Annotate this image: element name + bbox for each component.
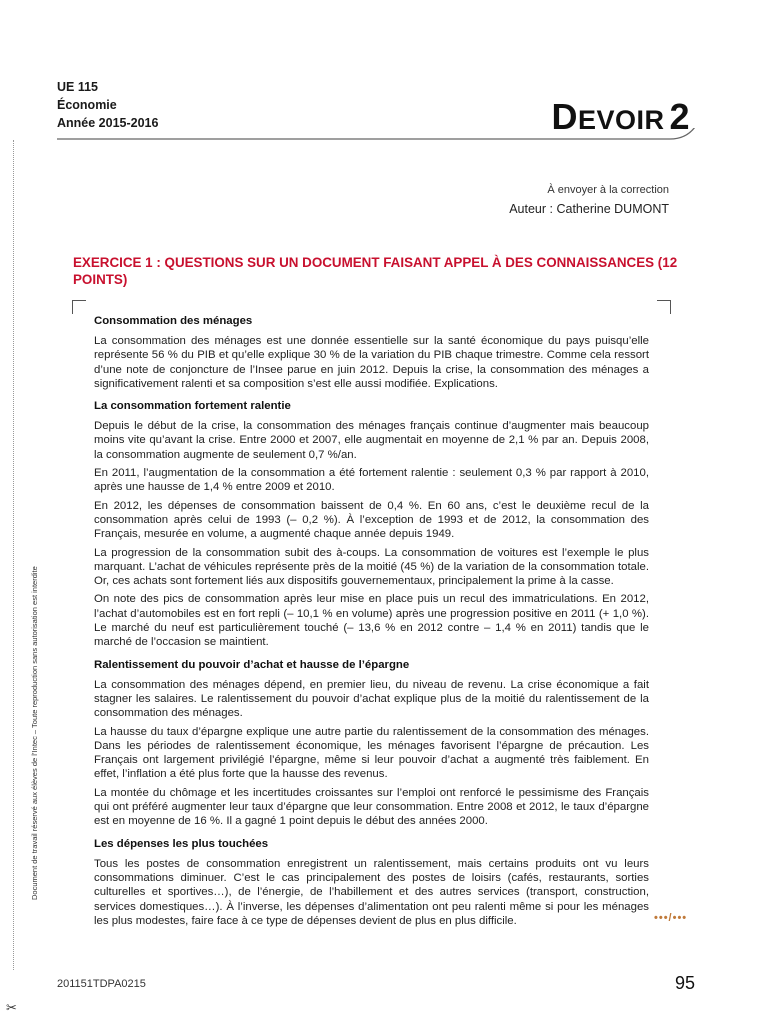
document-code: 201151TDPA0215	[57, 978, 146, 990]
section-heading: Consommation des ménages	[94, 315, 253, 327]
devoir-title-initial: D	[551, 96, 578, 137]
section-depenses-touchees	[94, 837, 649, 928]
paragraph: Depuis le début de la crise, la consommation des ménages français continue d’augmenter mais beaucoup moins vite qu’avant la crise. Entre 2000 et 2007, elle augmentait en moyenne de 2,1 % par an. Depuis 2008, la consommation augmente de seulement 0,7 %/an.	[94, 420, 649, 461]
paragraph: La montée du chômage et les incertitudes croissantes sur l’emploi ont renforcé le pessimisme des Français qui ont préféré augmenter leur taux d’épargne que leur consommation. Entre 2008 et 2012, le taux d’épargne est en moyenne de 16 %. Il a gagné 1 point depuis le début des années 2000.	[94, 786, 649, 828]
paragraph: La hausse du taux d’épargne explique une autre partie du ralentissement de la consommation des ménages. Dans les périodes de ralentissement économique, les ménages favorisent l’épargne de précaution. Les Français ont largement privilégié l’épargne, même si leur pouvoir d’achat a augmenté très faiblement. En effet, l’inflation a été plus forte que la hausse des revenus.	[94, 725, 649, 781]
section-heading: Ralentissement du pouvoir d’achat et hausse de l’épargne	[94, 658, 410, 671]
author-line: Auteur : Catherine DUMONT	[509, 202, 669, 216]
section-heading: La consommation fortement ralentie	[94, 400, 291, 413]
paragraph: La consommation des ménages dépend, en premier lieu, du niveau de revenu. La crise économique a fait stagner les salaires. Le ralentissement du pouvoir d’achat explique plus de la moitié du ralentissement de la consommation des ménages.	[94, 678, 649, 720]
paragraph: On note des pics de consommation après leur mise en place puis un recul des immatriculations. En 2012, l’achat d’automobiles est en fort repli (– 10,1 % en volume) après une progression positive en 2011 (+ 1,0 %). Le marché du neuf est particulièrement touché (– 13,6 % en 2012 contre – 1,4 % en 2011) tandis que le marché de l’occasion se maintient.	[94, 593, 649, 649]
cut-line	[13, 140, 14, 970]
paragraph: En 2012, les dépenses de consommation baissent de 0,4 %. En 60 ans, c’est le deuxième recul de la consommation après celui de 1993 (– 0,2 %). À l’exception de 1993 et de 2012, la consommation des Français, mesurée en volume, a augmenté chaque année depuis 1949.	[94, 499, 649, 541]
continue-mark: •••/•••	[654, 912, 688, 924]
paragraph: La progression de la consommation subit des à-coups. La consommation de voitures est l’exemple le plus marquant. L’achat de véhicules représente près de la moitié (45 %) de la variation de la consommation totale. Or, ces achats sont fortement liés aux dispositifs gouvernementaux, principalement la prime à la casse.	[94, 546, 649, 588]
paragraph: Tous les postes de consommation enregistrent un ralentissement, mais certains produits ont vu leurs consommations diminuer. C’est le cas principalement des postes de loisirs (cafés, restaurants, sorties culturelles et sportives…), de l’énergie, de l’habillement et des autres services (transport, construction, services domestiques…). À l’inverse, les dépenses d’alimentation ont peu ralenti même si pour les ménages les plus modestes, faire face à ce type de dépenses devient de plus en plus difficile.	[94, 857, 649, 927]
paragraph: La consommation des ménages est une donnée essentielle sur la santé économique du pays puisqu’elle représente 56 % du PIB et qu’elle explique 30 % de la variation du PIB chaque trimestre. Comme cela ressort d’une note de conjoncture de l’Insee parue en juin 2012. Depuis la crise, la consommation des ménages a significativement ralenti et sa composition s’est elle aussi modifiée. Explications.	[94, 335, 649, 390]
course-code: UE 115	[57, 80, 99, 94]
exercise-title: EXERCICE 1 : QUESTIONS SUR UN DOCUMENT FAISANT APPEL À DES CONNAISSANCES (12 POINTS)	[73, 255, 678, 287]
frame-corner-right	[657, 300, 671, 314]
paragraph: En 2011, l’augmentation de la consommation a été fortement ralentie : seulement 0,3 % par rapport à 2010, après une hausse de 1,4 % entre 2009 et 2010.	[94, 467, 649, 494]
scissors-icon: ✂	[6, 1000, 17, 1015]
course-year: Année 2015-2016	[57, 116, 159, 130]
section-consommation-ralentie	[94, 399, 649, 649]
course-subject: Économie	[57, 98, 117, 112]
page-number: 95	[674, 973, 695, 993]
submission-note: À envoyer à la correction	[547, 184, 669, 196]
copyright-notice: Document de travail réservé aux élèves de l’Intec – Toute reproduction sans autorisation est interdite	[30, 566, 39, 900]
frame-corner-left	[72, 300, 86, 314]
document-body	[94, 314, 649, 936]
title-underline-curve	[55, 128, 705, 168]
devoir-title-rest: EVOIR	[577, 105, 665, 135]
section-pouvoir-achat	[94, 658, 649, 829]
section-consommation-menages	[94, 314, 649, 391]
section-heading: Les dépenses les plus touchées	[94, 837, 269, 850]
devoir-number: 2	[669, 96, 690, 137]
course-header	[57, 78, 158, 132]
